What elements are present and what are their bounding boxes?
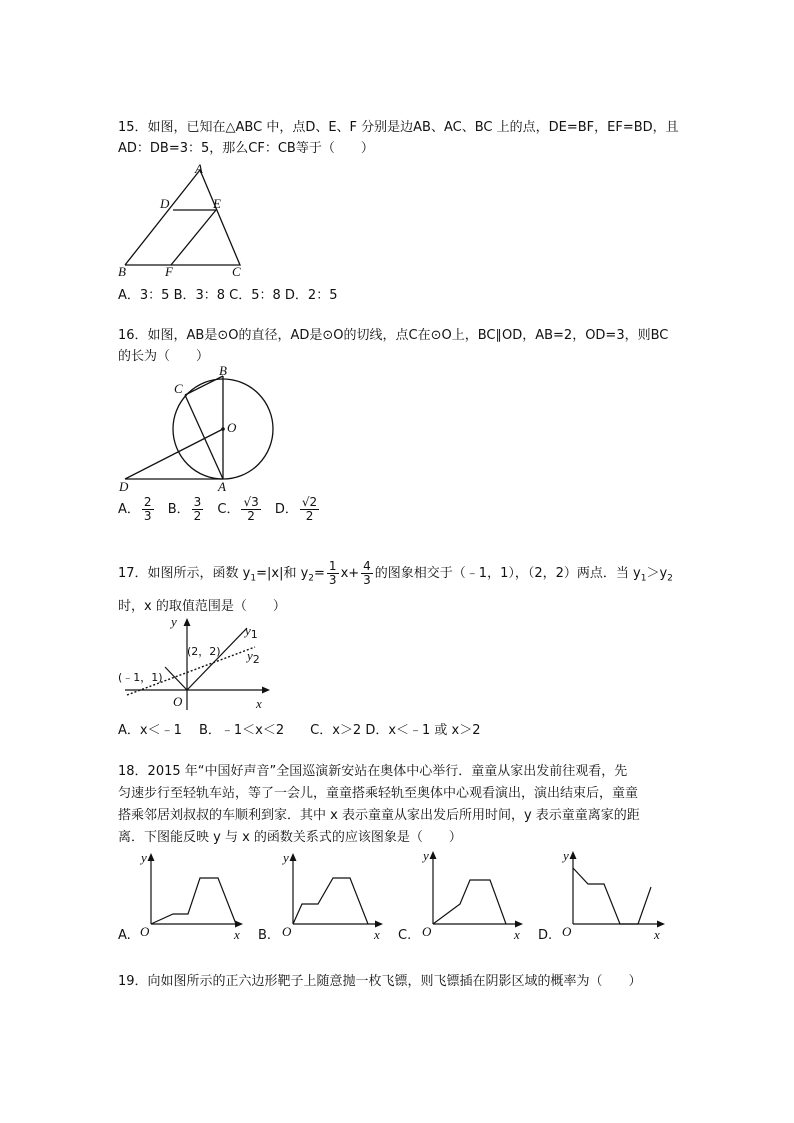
q18-graph-a-y: y xyxy=(141,850,147,865)
q16-label-b: B xyxy=(219,363,227,378)
q15-label-f: F xyxy=(165,264,173,279)
q16-label-d: D xyxy=(119,479,129,494)
q18-graph-d xyxy=(538,846,670,943)
q18-graph-a-origin: O xyxy=(140,924,150,939)
q18-graph-c-letter: C. xyxy=(398,928,412,943)
q15-text-line1: 15．如图，已知在△ABC 中，点D、E、F 分别是边AB、AC、BC 上的点，DE=BF，EF=BD，且 xyxy=(118,120,679,135)
q18-text-line4: 离．下图能反映 y 与 x 的函数关系式的应该图象是（ ） xyxy=(118,830,462,845)
q16-option-d-letter: D． xyxy=(274,502,298,517)
q15-label-d: D xyxy=(160,196,170,211)
q17-options: A．x＜﹣1 B．﹣1＜x＜2 C．x＞2 D．x＜﹣1 或 x＞2 xyxy=(118,723,481,738)
q15-label-e: E xyxy=(213,196,221,211)
q16-option-b-letter: B． xyxy=(167,502,190,517)
q16-label-c: C xyxy=(174,381,183,396)
q17-text-line1: 17．如图所示，函数 $y_1=|x|$和 $y_2=$ $\frac{1}{3}$ x+ $\frac{4}{3}$ 的图象相交于（﹣1，1），（2，2）两点．当 $y_1>y_2$ xyxy=(118,559,673,587)
q17-axis-x-label: x xyxy=(256,696,262,711)
q18-graph-c-origin: O xyxy=(422,924,432,939)
q18-text-line1: 18．2015 年“中国好声音”全国巡演新安站在奥体中心举行．童童从家出发前往观看，先 xyxy=(118,764,628,779)
q19-text-line1: 19．向如图所示的正六边形靶子上随意抛一枚飞镖，则飞镖插在阴影区域的概率为（ ） xyxy=(118,974,642,989)
q18-graph-c xyxy=(398,846,528,943)
q18-graph-d-x: x xyxy=(654,927,660,942)
q17-y2-label: $y_2$ xyxy=(247,648,260,666)
q17-point-2-2: (2，2) xyxy=(187,645,221,658)
q15-label-b: B xyxy=(118,264,126,279)
q16-option-c-letter: C． xyxy=(217,502,240,517)
q18-graph-b-y: y xyxy=(283,850,289,865)
q17-y1-label: $y_1$ xyxy=(245,623,258,641)
q18-graph-c-x: x xyxy=(514,927,520,942)
q15-label-c: C xyxy=(232,264,241,279)
q18-text-line3: 搭乘邻居刘叔叔的车顺利到家．其中 x 表示童童从家出发后所用时间，y 表示童童离家的距 xyxy=(118,808,640,823)
q18-graph-d-letter: D. xyxy=(538,928,553,943)
q18-graph-a-x: x xyxy=(234,927,240,942)
q16-options xyxy=(118,496,321,523)
q17-origin-label: O xyxy=(173,694,183,709)
q15-label-a: A xyxy=(195,161,203,176)
q16-option-a-fraction: $\frac{2}{3}$ xyxy=(143,495,152,523)
q18-graph-d-origin: O xyxy=(562,924,572,939)
q16-label-a: A xyxy=(218,479,226,494)
q18-graph-b-x: x xyxy=(374,927,380,942)
q17-text-line2: 时，x 的取值范围是（ ） xyxy=(118,599,286,614)
q16-option-d-fraction: $\frac{√2}{2}$ xyxy=(301,495,318,523)
q16-label-o: O xyxy=(227,420,237,435)
q18-graph-a xyxy=(118,848,248,943)
q18-text-line2: 匀速步行至轻轨车站，等了一会儿，童童搭乘轻轨至奥体中心观看演出，演出结束后，童童 xyxy=(118,786,639,801)
q16-text-line2: 的长为（ ） xyxy=(118,349,210,364)
q15-triangle-figure xyxy=(115,160,265,280)
q15-options: A．3：5 B．3：8 C．5：8 D．2：5 xyxy=(118,288,338,303)
q18-graph-a-letter: A. xyxy=(118,928,131,943)
q15-text-line2: AD：DB=3：5，那么CF：CB等于（ ） xyxy=(118,141,374,156)
q16-circle-figure xyxy=(115,362,305,494)
q17-graph-figure xyxy=(115,615,275,715)
q18-graph-b xyxy=(258,848,388,943)
q18-graph-b-letter: B. xyxy=(258,928,272,943)
q17-axis-y-label: y xyxy=(171,615,177,629)
q16-option-c-fraction: $\frac{√3}{2}$ xyxy=(243,495,259,523)
q16-option-b-fraction: $\frac{3}{2}$ xyxy=(193,495,202,523)
q16-text-line1: 16．如图，AB是⊙O的直径，AD是⊙O的切线，点C在⊙O上，BC∥OD，AB=2，OD=3，则BC xyxy=(118,328,669,343)
q18-graph-c-y: y xyxy=(423,848,429,863)
q16-option-a-letter: A． xyxy=(118,502,140,517)
q18-graph-b-origin: O xyxy=(282,924,292,939)
q18-graph-d-y: y xyxy=(563,848,569,863)
q17-point-neg1-1: (﹣1，1) xyxy=(118,671,163,684)
